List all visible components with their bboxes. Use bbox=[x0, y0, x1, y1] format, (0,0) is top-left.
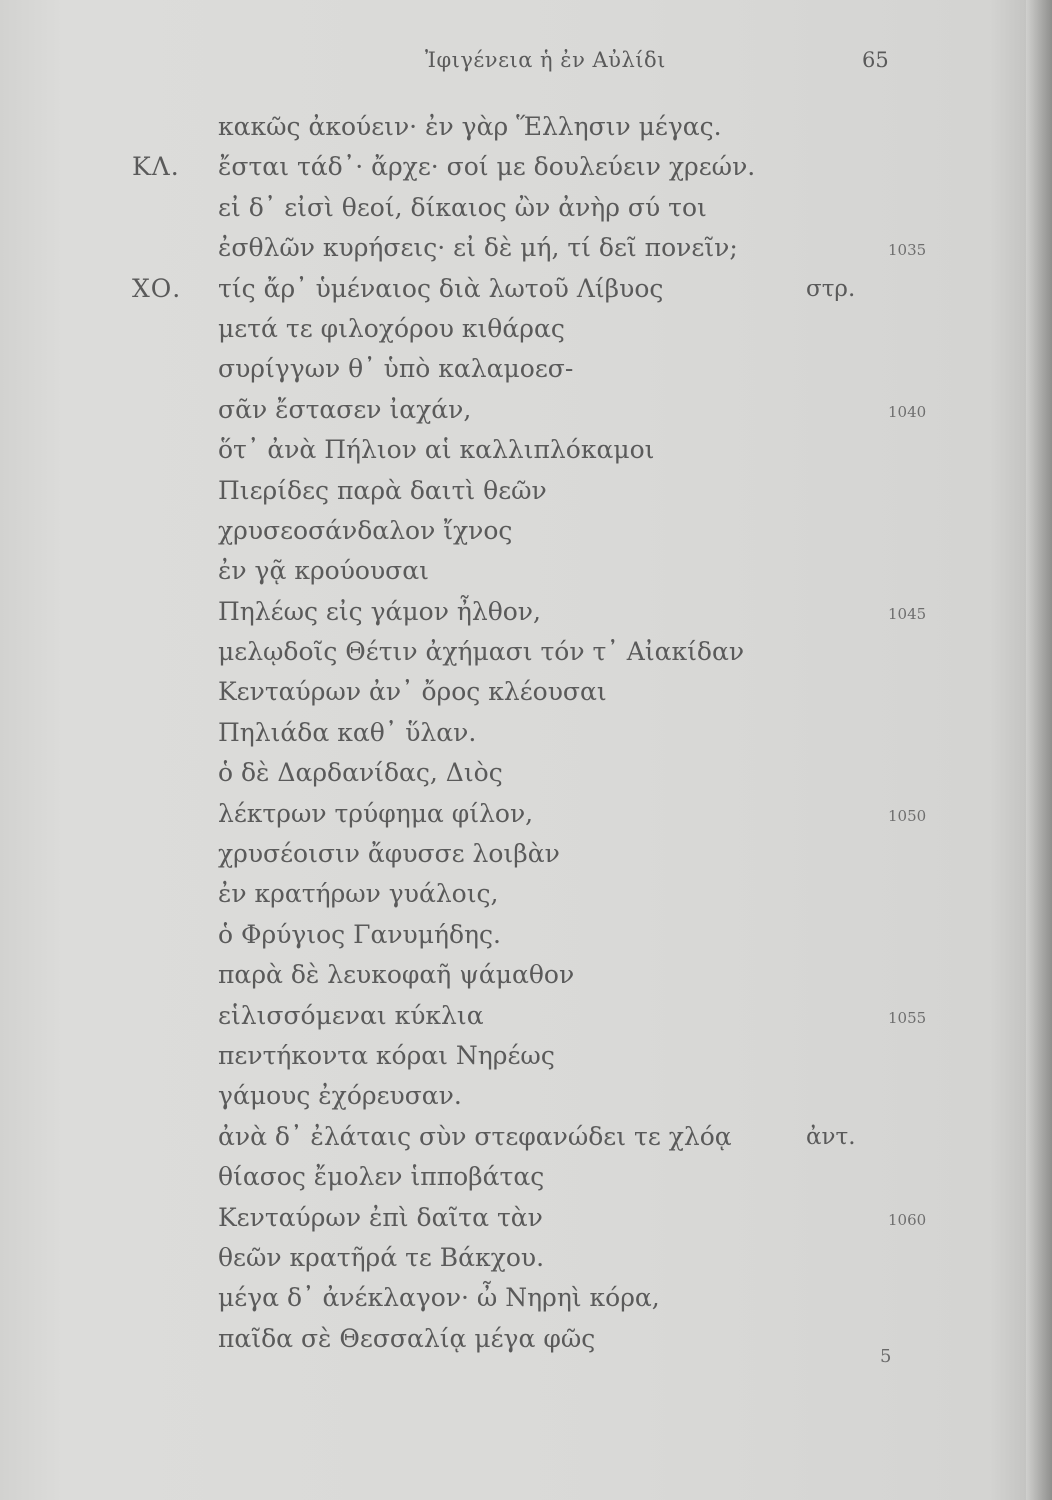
speaker-label: ΚΛ. bbox=[132, 152, 180, 182]
verse-text: λέκτρων τρύφημα φίλον, bbox=[218, 798, 534, 828]
page-number: 65 bbox=[862, 48, 889, 72]
verse-line bbox=[0, 1281, 1052, 1321]
verse-text: Πηλιάδα καθ᾽ ὕλαν. bbox=[218, 717, 477, 747]
strophe-marker: ἀντ. bbox=[806, 1123, 856, 1150]
verse-line bbox=[0, 716, 1052, 756]
verse-text: ἐν γᾷ κρούουσαι bbox=[218, 556, 429, 586]
verse-text: τίς ἄρ᾽ ὑμέναιος διὰ λωτοῦ Λίβυος bbox=[218, 273, 664, 303]
verse-text: χρυσεοσάνδαλον ἴχνος bbox=[218, 515, 513, 545]
verse-text: μέγα δ᾽ ἀνέκλαγον· ὦ Νηρηὶ κόρα, bbox=[218, 1283, 660, 1313]
verse-text: μετά τε φιλοχόρου κιθάρας bbox=[218, 313, 565, 343]
verse-line bbox=[0, 837, 1052, 877]
verse-text: εἱλισσόμεναι κύκλια bbox=[218, 1000, 484, 1030]
verse-text: Κενταύρων ἐπὶ δαῖτα τὰν bbox=[218, 1202, 543, 1232]
verse-text: ὁ Φρύγιος Γανυμήδης. bbox=[218, 919, 501, 949]
line-number: 1040 bbox=[888, 402, 927, 421]
verse-line bbox=[0, 433, 1052, 473]
verse-text: θεῶν κρατῆρά τε Βάκχου. bbox=[218, 1242, 545, 1272]
verse-line bbox=[0, 231, 1052, 271]
verse-text-block bbox=[0, 110, 1052, 1362]
verse-text: Πιερίδες παρὰ δαιτὶ θεῶν bbox=[218, 475, 547, 505]
verse-line bbox=[0, 1160, 1052, 1200]
verse-text: κακῶς ἀκούειν· ἐν γὰρ Ἕλλησιν μέγας. bbox=[218, 112, 722, 141]
line-number: 1045 bbox=[888, 604, 927, 623]
line-number: 1035 bbox=[888, 241, 927, 260]
verse-line bbox=[0, 474, 1052, 514]
line-number: 1060 bbox=[888, 1210, 927, 1229]
verse-line bbox=[0, 272, 1052, 312]
verse-text: θίασος ἔμολεν ἱπποβάτας bbox=[218, 1162, 545, 1192]
verse-line bbox=[0, 918, 1052, 958]
line-number: 1055 bbox=[888, 1008, 927, 1027]
verse-line bbox=[0, 150, 1052, 190]
signature-mark: 5 bbox=[880, 1346, 892, 1367]
verse-text: Πηλέως εἰς γάμον ἦλθον, bbox=[218, 596, 541, 626]
verse-line bbox=[0, 756, 1052, 796]
verse-line bbox=[0, 635, 1052, 675]
verse-line bbox=[0, 1039, 1052, 1079]
verse-line bbox=[0, 1241, 1052, 1281]
verse-line bbox=[0, 877, 1052, 917]
verse-text: συρίγγων θ᾽ ὑπὸ καλαμοεσ- bbox=[218, 354, 574, 384]
verse-line bbox=[0, 1201, 1052, 1241]
verse-line bbox=[0, 1079, 1052, 1119]
verse-text: παρὰ δὲ λευκοφαῆ ψάμαθον bbox=[218, 960, 575, 990]
verse-text: ἔσται τάδ᾽· ἄρχε· σοί με δουλεύειν χρεών. bbox=[218, 152, 756, 182]
speaker-label: ΧΟ. bbox=[132, 273, 182, 303]
verse-line bbox=[0, 1322, 1052, 1362]
verse-line bbox=[0, 999, 1052, 1039]
strophe-marker: στρ. bbox=[806, 275, 856, 302]
verse-line bbox=[0, 514, 1052, 554]
verse-line bbox=[0, 312, 1052, 352]
verse-text: Κενταύρων ἀν᾽ ὄρος κλέουσαι bbox=[218, 677, 607, 707]
verse-text: χρυσέοισιν ἄφυσσε λοιβὰν bbox=[218, 839, 560, 869]
verse-line bbox=[0, 675, 1052, 715]
verse-line bbox=[0, 352, 1052, 392]
verse-text: ἐσθλῶν κυρήσεις· εἰ δὲ μή, τί δεῖ πονεῖν; bbox=[218, 233, 738, 263]
verse-text: παῖδα σὲ Θεσσαλίᾳ μέγα φῶς bbox=[218, 1323, 596, 1353]
verse-line bbox=[0, 191, 1052, 231]
verse-line bbox=[0, 797, 1052, 837]
verse-text: γάμους ἐχόρευσαν. bbox=[218, 1081, 462, 1111]
verse-text: ἐν κρατήρων γυάλοις, bbox=[218, 879, 499, 909]
verse-text: ὅτ᾽ ἀνὰ Πήλιον αἱ καλλιπλόκαμοι bbox=[218, 435, 655, 465]
running-title: Ἰφιγένεια ἡ ἐν Αὐλίδι bbox=[425, 48, 666, 72]
verse-text: ἀνὰ δ᾽ ἐλάταις σὺν στεφανώδει τε χλόᾳ bbox=[218, 1121, 732, 1151]
running-head bbox=[0, 48, 1052, 74]
verse-line bbox=[0, 595, 1052, 635]
verse-text: σᾶν ἔστασεν ἰαχάν, bbox=[218, 394, 472, 424]
verse-text: εἰ δ᾽ εἰσὶ θεοί, δίκαιος ὢν ἀνὴρ σύ τοι bbox=[218, 192, 707, 222]
line-number: 1050 bbox=[888, 806, 927, 825]
verse-line bbox=[0, 554, 1052, 594]
verse-line bbox=[0, 393, 1052, 433]
verse-line bbox=[0, 1120, 1052, 1160]
verse-line bbox=[0, 958, 1052, 998]
verse-text: πεντήκοντα κόραι Νηρέως bbox=[218, 1040, 555, 1070]
verse-text: μελῳδοῖς Θέτιν ἀχήμασι τόν τ᾽ Αἰακίδαν bbox=[218, 637, 745, 667]
verse-text: ὁ δὲ Δαρδανίδας, Διὸς bbox=[218, 758, 503, 788]
verse-line bbox=[0, 110, 1052, 150]
